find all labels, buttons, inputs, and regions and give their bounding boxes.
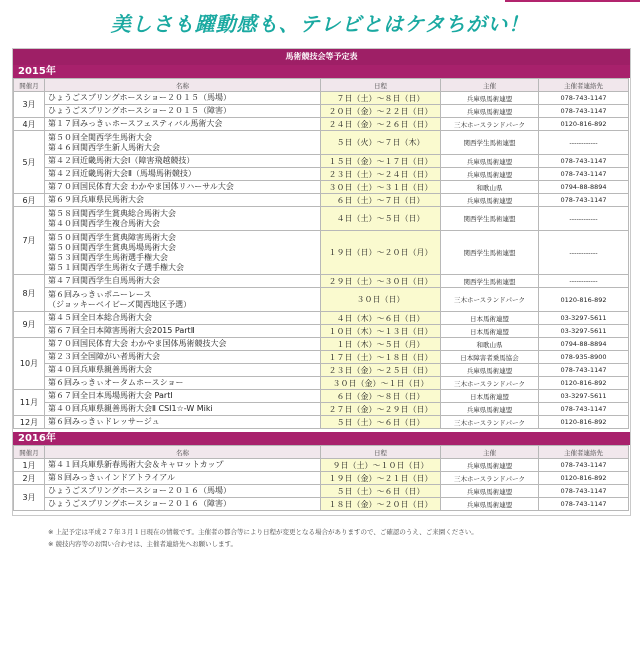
organizer-cell: 兵庫県馬術連盟 [441, 364, 539, 377]
date-cell: ６日（土）～７日（日） [321, 194, 441, 207]
organizer-cell: 三木ホースランドパーク [441, 377, 539, 390]
contact-cell: 03-3297-5611 [539, 325, 629, 338]
date-cell: ２３日（金）～２５日（日） [321, 364, 441, 377]
contact-cell: ------------ [539, 231, 629, 275]
organizer-cell: 関西学生馬術連盟 [441, 131, 539, 155]
organizer-cell: 三木ホースランドパーク [441, 288, 539, 312]
event-name-cell [45, 131, 321, 155]
table-row [14, 485, 629, 498]
col-header-name: 名称 [45, 79, 321, 92]
contact-cell: ------------ [539, 275, 629, 288]
date-cell: ４日（土）～５日（日） [321, 207, 441, 231]
organizer-cell: 関西学生馬術連盟 [441, 275, 539, 288]
event-name-line: 第６７回全日本馬場馬術大会 PartⅠ [48, 391, 173, 400]
page-headline: 美しさも躍動感も、テレビとはケタちがい！ [110, 12, 530, 36]
event-name-line: 第５１回関西学生馬術女子選手権大会 [48, 262, 184, 272]
organizer-cell: 兵庫県馬術連盟 [441, 105, 539, 118]
contact-cell: 078-935-8900 [539, 351, 629, 364]
event-name-cell [45, 416, 321, 429]
event-name-line: 第４７回関西学生自馬馬術大会 [48, 276, 160, 285]
date-cell: ２７日（金）～２９日（日） [321, 403, 441, 416]
contact-cell: 078-743-1147 [539, 105, 629, 118]
event-name-line: 第５０回全関西学生馬術大会 [48, 132, 152, 142]
event-name-cell [45, 498, 321, 511]
month-cell: 1月 [14, 459, 45, 472]
event-name-cell [45, 325, 321, 338]
organizer-cell: 日本馬術連盟 [441, 390, 539, 403]
contact-cell: 078-743-1147 [539, 155, 629, 168]
event-name-cell [45, 377, 321, 390]
event-name-cell [45, 485, 321, 498]
organizer-cell: 兵庫県馬術連盟 [441, 459, 539, 472]
footnote-2: ※ 競技内容等のお問い合わせは、主催者連絡先へお願いします。 [48, 540, 237, 548]
top-accent-bar [505, 0, 640, 2]
table-header-row [14, 446, 629, 459]
date-cell: １９日（金）～２１日（日） [321, 472, 441, 485]
organizer-cell: 兵庫県馬術連盟 [441, 194, 539, 207]
event-name-cell [45, 472, 321, 485]
event-name-cell [45, 181, 321, 194]
month-cell: 4月 [14, 118, 45, 131]
event-name-line: 第４２回近畿馬術大会Ⅱ（馬場馬術競技） [48, 169, 196, 178]
col-header-name: 名称 [45, 446, 321, 459]
contact-cell: 0794-88-8894 [539, 181, 629, 194]
date-cell: ３０日（金）～１日（日） [321, 377, 441, 390]
month-cell: 6月 [14, 194, 45, 207]
event-name-line: ひょうごスプリングホースショー２０１６（馬場） [48, 486, 231, 495]
contact-cell: 078-743-1147 [539, 168, 629, 181]
year-band-2016: 2016年 [13, 432, 630, 445]
organizer-cell: 兵庫県馬術連盟 [441, 485, 539, 498]
event-name-line: 第４０回関西学生複合馬術大会 [48, 218, 160, 228]
organizer-cell: 関西学生馬術連盟 [441, 231, 539, 275]
date-cell: １９日（日）～２０日（月） [321, 231, 441, 275]
event-name-line: 第７０回国民体育大会 わかやま国体リハーサル大会 [48, 182, 234, 191]
table-row [14, 364, 629, 377]
table-row [14, 231, 629, 275]
table-row [14, 472, 629, 485]
event-name-cell [45, 312, 321, 325]
contact-cell: 078-743-1147 [539, 485, 629, 498]
month-cell: 9月 [14, 312, 45, 338]
contact-cell: 078-743-1147 [539, 459, 629, 472]
col-header-contact: 主催者連絡先 [539, 79, 629, 92]
contact-cell: 0120-816-892 [539, 377, 629, 390]
month-cell: 10月 [14, 338, 45, 390]
event-name-line: 第５０回関西学生賞典馬場馬術大会 [48, 242, 176, 252]
table-row [14, 377, 629, 390]
contact-cell: 03-3297-5611 [539, 312, 629, 325]
month-cell: 11月 [14, 390, 45, 416]
footnote-1: ※ 上記予定は平成２７年３月１日現在の情報です。主催者の都合等により日程が変更となる場合がありますので、ご確認のうえ、ご来園ください。 [48, 528, 478, 536]
event-name-cell [45, 168, 321, 181]
month-cell: 5月 [14, 131, 45, 194]
date-cell: ５日（火）～７日（木） [321, 131, 441, 155]
date-cell: ６日（金）～８日（日） [321, 390, 441, 403]
table-header-row [14, 79, 629, 92]
table-row [14, 168, 629, 181]
month-cell: 12月 [14, 416, 45, 429]
table-title: 馬術競技会等予定表 [13, 49, 630, 65]
date-cell: ９日（土）～１０日（日） [321, 459, 441, 472]
date-cell: ５日（土）～６日（日） [321, 416, 441, 429]
table-row [14, 403, 629, 416]
table-row [14, 390, 629, 403]
table-row [14, 338, 629, 351]
organizer-cell: 関西学生馬術連盟 [441, 207, 539, 231]
organizer-cell: 三木ホースランドパーク [441, 118, 539, 131]
event-name-cell [45, 351, 321, 364]
event-name-line: 第６回みっきぃポニーレース [48, 289, 152, 299]
event-name-line: 第４６回関西学生新人馬術大会 [48, 142, 160, 152]
col-header-contact: 主催者連絡先 [539, 446, 629, 459]
month-cell: 3月 [14, 485, 45, 511]
year-band-2015: 2015年 [13, 65, 630, 78]
col-header-date: 日程 [321, 446, 441, 459]
contact-cell: 0120-816-892 [539, 416, 629, 429]
date-cell: ７日（土）～８日（日） [321, 92, 441, 105]
organizer-cell: 兵庫県馬術連盟 [441, 155, 539, 168]
col-header-organizer: 主催 [441, 446, 539, 459]
date-cell: ５日（土）～６日（日） [321, 485, 441, 498]
organizer-cell: 兵庫県馬術連盟 [441, 92, 539, 105]
event-name-cell [45, 459, 321, 472]
event-name-line: 第６回みっきぃオータムホースショー [48, 378, 184, 387]
event-name-cell [45, 275, 321, 288]
month-cell: 3月 [14, 92, 45, 118]
organizer-cell: 三木ホースランドパーク [441, 416, 539, 429]
date-cell: １日（木）～５日（月） [321, 338, 441, 351]
table-row [14, 325, 629, 338]
event-name-cell [45, 231, 321, 275]
event-name-line: 第６回みっきぃドレッサージュ [48, 417, 160, 426]
contact-cell: 0120-816-892 [539, 118, 629, 131]
table-row [14, 194, 629, 207]
contact-cell: 0120-816-892 [539, 472, 629, 485]
event-name-line: 第２３回全国障がい者馬術大会 [48, 352, 160, 361]
month-cell: 8月 [14, 275, 45, 312]
organizer-cell: 兵庫県馬術連盟 [441, 403, 539, 416]
table-row [14, 312, 629, 325]
date-cell: ３０日（日） [321, 288, 441, 312]
organizer-cell: 和歌山県 [441, 338, 539, 351]
event-name-cell [45, 92, 321, 105]
event-name-cell [45, 194, 321, 207]
event-name-line: 第７０回国民体育大会 わかやま国体馬術競技大会 [48, 339, 227, 348]
date-cell: ２９日（土）～３０日（日） [321, 275, 441, 288]
organizer-cell: 日本馬術連盟 [441, 325, 539, 338]
table-row [14, 131, 629, 155]
event-name-line: 第６９回兵庫県民馬術大会 [48, 195, 144, 204]
event-name-cell [45, 207, 321, 231]
event-name-line: 第４０回兵庫県親善馬術大会 [48, 365, 152, 374]
contact-cell: 0120-816-892 [539, 288, 629, 312]
table-row [14, 288, 629, 312]
event-name-cell [45, 364, 321, 377]
contact-cell: 078-743-1147 [539, 194, 629, 207]
table-row [14, 155, 629, 168]
event-name-cell [45, 118, 321, 131]
contact-cell: ------------ [539, 207, 629, 231]
footnotes [48, 526, 608, 550]
col-header-month: 開催月 [14, 446, 45, 459]
table-row [14, 181, 629, 194]
schedule-table-2016 [13, 445, 629, 511]
event-name-line: ひょうごスプリングホースショー２０１６（障害） [48, 499, 231, 508]
event-name-line: 第６７回全日本障害馬術大会2015 PartⅡ [48, 326, 195, 335]
contact-cell: 078-743-1147 [539, 92, 629, 105]
contact-cell: 03-3297-5611 [539, 390, 629, 403]
event-name-cell [45, 390, 321, 403]
date-cell: １５日（金）～１７日（日） [321, 155, 441, 168]
organizer-cell: 和歌山県 [441, 181, 539, 194]
date-cell: ４日（木）～６日（日） [321, 312, 441, 325]
schedule-table-2015 [13, 78, 629, 429]
event-name-cell [45, 155, 321, 168]
date-cell: ２０日（金）～２２日（日） [321, 105, 441, 118]
date-cell: ３０日（土）～３１日（日） [321, 181, 441, 194]
date-cell: １８日（金）～２０日（日） [321, 498, 441, 511]
table-row [14, 498, 629, 511]
date-cell: １０日（木）～１３日（日） [321, 325, 441, 338]
event-name-line: 第４２回近畿馬術大会Ⅰ（障害飛越競技） [48, 156, 195, 165]
date-cell: １７日（土）～１８日（日） [321, 351, 441, 364]
date-cell: ２３日（土）～２４日（日） [321, 168, 441, 181]
col-header-month: 開催月 [14, 79, 45, 92]
month-cell: 2月 [14, 472, 45, 485]
event-name-line: ひょうごスプリングホースショー２０１５（障害） [48, 106, 231, 115]
event-name-cell [45, 105, 321, 118]
table-row [14, 275, 629, 288]
organizer-cell: 三木ホースランドパーク [441, 472, 539, 485]
table-row [14, 207, 629, 231]
contact-cell: 078-743-1147 [539, 403, 629, 416]
event-name-cell [45, 403, 321, 416]
table-row [14, 118, 629, 131]
event-name-line: 第４５回全日本総合馬術大会 [48, 313, 152, 322]
organizer-cell: 日本障害者乗馬協会 [441, 351, 539, 364]
event-name-line: ひょうごスプリングホースショー２０１５（馬場） [48, 93, 231, 102]
contact-cell: ------------ [539, 131, 629, 155]
contact-cell: 078-743-1147 [539, 364, 629, 377]
contact-cell: 078-743-1147 [539, 498, 629, 511]
event-name-line: 第４０回兵庫県親善馬術大会Ⅱ CSI1☆-W Miki [48, 404, 213, 413]
table-row [14, 92, 629, 105]
table-row [14, 459, 629, 472]
date-cell: ２４日（金）～２６日（日） [321, 118, 441, 131]
col-header-organizer: 主催 [441, 79, 539, 92]
event-name-line: 第１７回みっきぃホースフェスティバル馬術大会 [48, 119, 223, 128]
event-name-line: 第８回みっきぃインドアトライアル [48, 473, 175, 482]
table-row [14, 105, 629, 118]
event-name-line: （ジョッキーベイビーズ関西地区予選） [48, 299, 192, 309]
event-name-line: 第５０回関西学生賞典障害馬術大会 [48, 232, 176, 242]
table-row [14, 416, 629, 429]
month-cell: 7月 [14, 207, 45, 275]
event-name-line: 第５８回関西学生賞典総合馬術大会 [48, 208, 176, 218]
event-name-cell [45, 338, 321, 351]
event-name-line: 第４１回兵庫県新春馬術大会＆キャロットカップ [48, 460, 224, 469]
contact-cell: 0794-88-8894 [539, 338, 629, 351]
event-name-cell [45, 288, 321, 312]
event-name-line: 第５３回関西学生馬術選手権大会 [48, 252, 168, 262]
organizer-cell: 日本馬術連盟 [441, 312, 539, 325]
schedule-sheet [12, 48, 631, 516]
organizer-cell: 兵庫県馬術連盟 [441, 168, 539, 181]
col-header-date: 日程 [321, 79, 441, 92]
table-row [14, 351, 629, 364]
organizer-cell: 兵庫県馬術連盟 [441, 498, 539, 511]
